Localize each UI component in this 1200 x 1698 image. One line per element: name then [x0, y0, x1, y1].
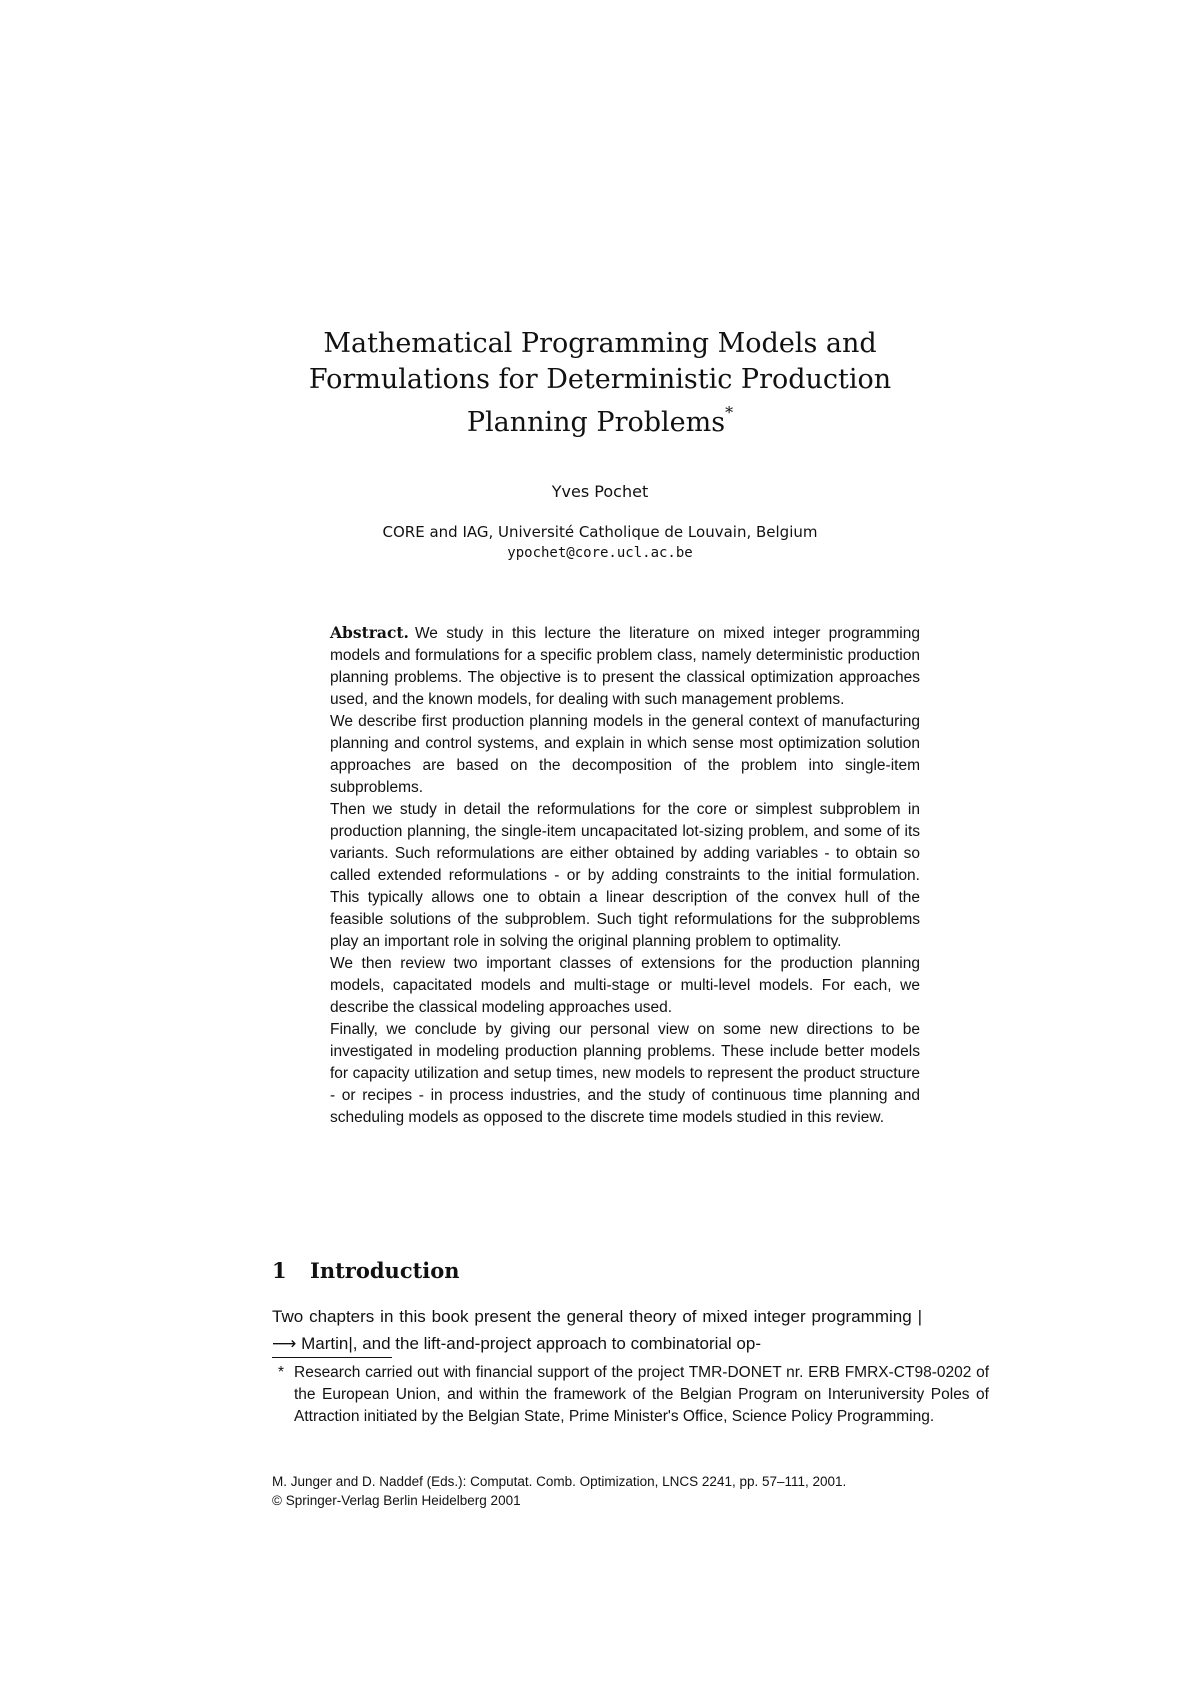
- title-line-3: Planning Problems: [466, 407, 726, 438]
- author-email[interactable]: ypochet@core.ucl.ac.be: [507, 545, 693, 561]
- publication-citation: [272, 1472, 972, 1510]
- section-number: 1: [272, 1258, 287, 1283]
- title-footnote-marker[interactable]: *: [725, 403, 734, 422]
- abstract-paragraph-4: We then review two important classes of extensions for the production planning models, capacitated models and multi-stage or multi-level models. For each, we describe the classical modeling approaches used.: [330, 955, 920, 1016]
- abstract-text-1: We study in this lecture the literature on mixed integer programming models and formulations for a specific problem class, namely deterministic production planning problems. The objective is to present the classical optimization approaches used, and the known models, for dealing with such management problems.: [330, 625, 920, 708]
- abstract: [330, 622, 920, 1129]
- section-heading-introduction: [272, 1258, 460, 1283]
- citation-line-1: M. Junger and D. Naddef (Eds.): Computat. Comb. Optimization, LNCS 2241, pp. 57–111, 2001.: [272, 1474, 847, 1489]
- author-name: Yves Pochet: [551, 482, 649, 501]
- abstract-paragraph-1: [330, 622, 920, 711]
- section-title: Introduction: [310, 1258, 460, 1283]
- footnote-marker: *: [278, 1364, 285, 1381]
- footnote-divider: [272, 1357, 392, 1358]
- citation-line-2: © Springer-Verlag Berlin Heidelberg 2001: [272, 1493, 521, 1508]
- abstract-paragraph-2: We describe first production planning models in the general context of manufacturing planning and control systems, and explain in which sense most optimization solution approaches are based on the decomposition of the problem into single-item subproblems.: [330, 713, 920, 796]
- title-line-1: Mathematical Programming Models and: [323, 328, 877, 359]
- abstract-paragraph-5: Finally, we conclude by giving our personal view on some new directions to be investigated in modeling production planning problems. These include better models for capacity utilization and setup times, new models to represent the product structure - or recipes - in process industries, and the study of continuous time planning and scheduling models as opposed to the discrete time models studied in this review.: [330, 1021, 920, 1126]
- affiliation: CORE and IAG, Université Catholique de Louvain, Belgium: [382, 523, 818, 541]
- abstract-paragraph-3: Then we study in detail the reformulations for the core or simplest subproblem in production planning, the single-item uncapacitated lot-sizing problem, and some of its variants. Such reformulations are either obtained by adding variables - to obtain so called extended reformulations - or by adding constraints to the initial formulation. This typically allows one to obtain a linear description of the convex hull of the feasible solutions of the subproblem. Such tight reformulations for the subproblems play an important role in solving the original planning problem to optimality.: [330, 801, 920, 950]
- abstract-label: Abstract.: [330, 623, 409, 642]
- footnote-text: Research carried out with financial support of the project TMR-DONET nr. ERB FMRX-CT98-0202 of the European Union, and within the framework of the Belgian Program on Interuniversity Poles of Attraction initiated by the Belgian State, Prime Minister's Office, Science Policy Programming.: [294, 1364, 989, 1425]
- paper-title: [250, 326, 950, 441]
- author-affiliation-block: [250, 522, 950, 564]
- title-line-2: Formulations for Deterministic Production: [308, 364, 892, 395]
- introduction-text: Two chapters in this book present the general theory of mixed integer programming |⟶ Martin|, and the lift-and-project approach to combinatorial op-: [272, 1307, 922, 1353]
- footnote: [278, 1362, 989, 1428]
